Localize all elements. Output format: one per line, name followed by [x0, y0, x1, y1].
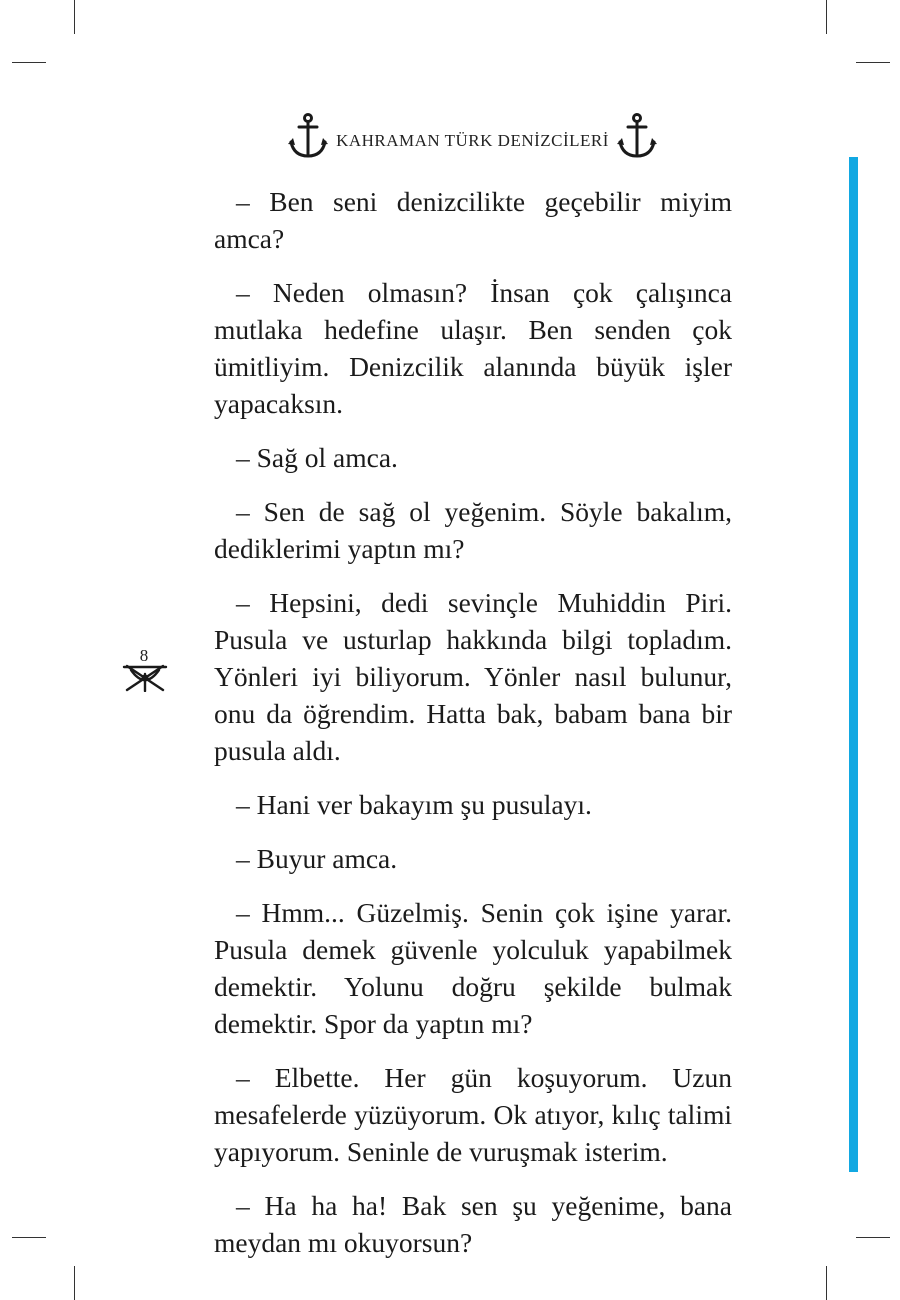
accent-side-bar — [849, 157, 858, 1172]
body-text — [214, 183, 732, 1278]
paragraph: – Neden olmasın? İnsan çok çalışınca mutlaka hedefine ulaşır. Ben senden çok ümitliyim. Denizcilik alanında büyük işler yapacaksın. — [214, 277, 732, 419]
paragraph: – Hepsini, dedi sevinçle Muhiddin Piri. Pusula ve usturlap hakkında bilgi topladım. Yönleri iyi biliyorum. Yönler nasıl bulunur, onu da öğrendim. Hatta bak, babam bana bir pusula aldı. — [214, 587, 732, 766]
book-title: KAHRAMAN TÜRK DENİZCİLERİ — [336, 131, 609, 150]
page-number: 8 — [139, 646, 149, 665]
running-header — [0, 112, 900, 162]
paragraph: – Elbette. Her gün koşuyorum. Uzun mesafelerde yüzüyorum. Ok atıyor, kılıç talimi yapıyorum. Seninle de vuruşmak isterim. — [214, 1062, 732, 1167]
paragraph: – Buyur amca. — [236, 843, 398, 874]
paragraph: – Sen de sağ ol yeğenim. Söyle bakalım, dediklerimi yaptın mı? — [214, 496, 732, 564]
crop-mark-top-left — [74, 0, 75, 34]
ship-wheel-icon — [121, 660, 169, 692]
paragraph: – Ha ha ha! Bak sen şu yeğenime, bana meydan mı okuyorsun? — [214, 1190, 732, 1258]
crop-mark-right-bottom — [856, 1237, 890, 1238]
paragraph: – Hmm... Güzelmiş. Senin çok işine yarar. Pusula demek güvenle yolculuk yapabilmek demektir. Yolunu doğru şekilde bulmak demektir. Spor da yaptın mı? — [214, 897, 732, 1039]
crop-mark-top-right — [826, 0, 827, 34]
paragraph: – Hani ver bakayım şu pusulayı. — [236, 789, 592, 820]
crop-mark-bottom-right — [826, 1266, 827, 1300]
crop-mark-right-top — [856, 62, 890, 63]
crop-mark-left-bottom — [12, 1237, 46, 1238]
anchor-icon — [286, 112, 330, 162]
anchor-icon — [615, 112, 659, 162]
crop-mark-left-top — [12, 62, 46, 63]
paragraph: – Ben seni denizcilikte geçebilir miyim amca? — [214, 186, 732, 254]
paragraph: – Sağ ol amca. — [236, 442, 398, 473]
crop-mark-bottom-left — [74, 1266, 75, 1300]
